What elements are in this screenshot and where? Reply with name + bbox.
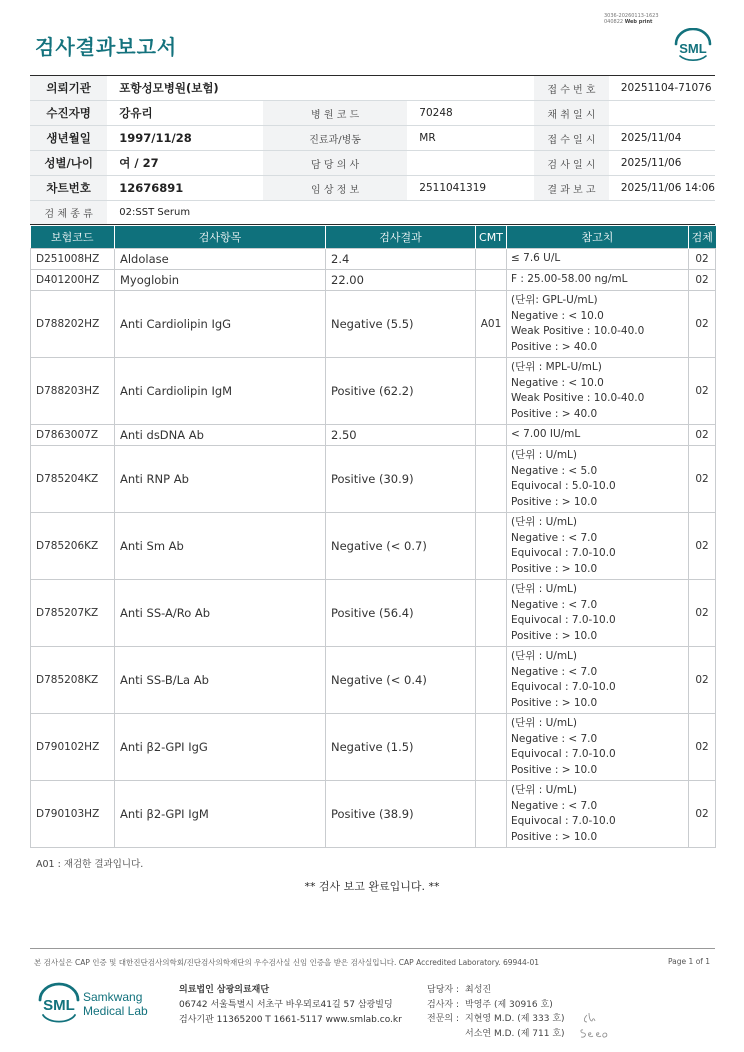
specimen-cell: 02 [689, 291, 716, 358]
reference-cell [507, 580, 689, 647]
reference-cell [507, 291, 689, 358]
patient-info-table [30, 75, 715, 225]
specimen-cell: 02 [689, 580, 716, 647]
header-result: 검사결과 [326, 226, 476, 249]
test-item-cell: Anti SS-B/La Ab [115, 647, 326, 714]
reference-line: Equivocal : 7.0-10.0 [511, 815, 616, 827]
specimen-cell: 02 [689, 647, 716, 714]
organization-contact: 검사기관 11365200 T 1661-5117 www.smlab.co.kr [179, 1015, 402, 1025]
specimen-cell: 02 [689, 358, 716, 425]
result-row [31, 249, 716, 270]
collection-date-label: 채 취 일 시 [534, 101, 609, 126]
accession-number-value: 20251104-71076 [609, 76, 715, 101]
reference-line: F : 25.00-58.00 ng/mL [511, 273, 628, 286]
specimen-type-label: 검 체 종 류 [30, 201, 107, 225]
result-row [31, 425, 716, 446]
patient-info-row [30, 151, 715, 176]
header-cmt: CMT [476, 226, 507, 249]
insurance-code-cell: D790102HZ [31, 714, 115, 781]
reference-line: Negative : < 7.0 [511, 665, 598, 678]
reference-line: < 7.00 IU/mL [511, 428, 581, 441]
cmt-cell [476, 513, 507, 580]
test-item-cell: Anti β2-GPI IgM [115, 781, 326, 848]
patient-info-row [30, 176, 715, 201]
page-number: Page 1 of 1 [668, 957, 711, 966]
hospital-code-label: 병 원 코 드 [263, 101, 407, 126]
department-label: 진료과/병동 [263, 126, 407, 151]
reference-line: (단위: GPL-U/mL) [511, 294, 598, 306]
specimen-cell: 02 [689, 446, 716, 513]
report-complete-message: ** 검사 보고 완료입니다. ** [304, 880, 440, 893]
result-row [31, 291, 716, 358]
received-date-value: 2025/11/04 [609, 126, 715, 151]
samkwang-logo-icon [37, 980, 157, 1026]
reference-line: Negative : < 10.0 [511, 309, 604, 322]
reference-cell [507, 446, 689, 513]
reference-line: Positive : > 10.0 [511, 629, 598, 642]
results-table [30, 226, 716, 848]
result-row [31, 446, 716, 513]
cmt-cell [476, 714, 507, 781]
patient-info-row [30, 126, 715, 151]
test-result-cell: Negative (5.5) [326, 291, 476, 358]
reference-line: Negative : < 5.0 [511, 464, 598, 477]
patient-name-label: 수진자명 [30, 101, 107, 126]
test-item-cell: Anti β2-GPI IgG [115, 714, 326, 781]
cmt-cell [476, 425, 507, 446]
insurance-code-cell: D785204KZ [31, 446, 115, 513]
staff-label: 담당자 : [427, 985, 459, 995]
reference-cell [507, 513, 689, 580]
samkwang-logo-name1: Samkwang [83, 990, 143, 1004]
result-row [31, 358, 716, 425]
sex-age-value: 여 / 27 [107, 151, 263, 176]
insurance-code-cell: D401200HZ [31, 270, 115, 291]
reference-cell [507, 647, 689, 714]
test-result-cell: Positive (38.9) [326, 781, 476, 848]
test-item-cell: Anti Cardiolipin IgM [115, 358, 326, 425]
samkwang-logo-sml: SML [43, 997, 75, 1014]
samkwang-logo-name2: Medical Lab [83, 1004, 148, 1018]
reference-line: Weak Positive : 10.0-40.0 [511, 392, 645, 404]
report-date-label: 결 과 보 고 [534, 176, 609, 201]
test-result-cell: 2.4 [326, 249, 476, 270]
insurance-code-cell: D785206KZ [31, 513, 115, 580]
cmt-cell [476, 781, 507, 848]
result-row [31, 781, 716, 848]
chart-number-label: 차트번호 [30, 176, 107, 201]
reference-line: (단위 : U/mL) [511, 784, 577, 796]
reference-line: (단위 : MPL-U/mL) [511, 361, 602, 373]
result-row [31, 580, 716, 647]
test-result-cell: Positive (30.9) [326, 446, 476, 513]
test-item-cell: Aldolase [115, 249, 326, 270]
reference-line: ≤ 7.6 U/L [511, 252, 561, 265]
test-item-cell: Anti Sm Ab [115, 513, 326, 580]
doctor-label: 담 당 의 사 [263, 151, 407, 176]
test-date-label: 검 사 일 시 [534, 151, 609, 176]
reference-line: Equivocal : 7.0-10.0 [511, 748, 616, 760]
reference-line: Positive : > 10.0 [511, 696, 598, 709]
staff-value: 박영주 (제 30916 호) [465, 999, 553, 1010]
report-date-value: 2025/11/06 14:06 [609, 176, 715, 201]
accession-number-label: 접 수 번 호 [534, 76, 609, 101]
organization-name: 의료법인 삼광의료재단 [179, 985, 270, 995]
organization-address: 06742 서울특별시 서초구 바우뫼로41길 57 삼광빌딩 [179, 1000, 393, 1010]
requesting-institution-value: 포항성모병원(보험) [107, 76, 263, 101]
specimen-cell: 02 [689, 714, 716, 781]
staff-row [427, 983, 565, 998]
staff-row [427, 1027, 565, 1042]
reference-cell [507, 249, 689, 270]
test-result-cell: 22.00 [326, 270, 476, 291]
sml-logo-icon [671, 28, 715, 62]
staff-row [427, 1012, 565, 1027]
hospital-code-value: 70248 [407, 101, 534, 126]
received-date-label: 접 수 일 시 [534, 126, 609, 151]
header-test-item: 검사항목 [115, 226, 326, 249]
test-result-cell: Negative (1.5) [326, 714, 476, 781]
reference-line: Equivocal : 7.0-10.0 [511, 681, 616, 693]
cmt-cell [476, 270, 507, 291]
staff-info [427, 983, 565, 1041]
reference-line: Negative : < 7.0 [511, 799, 598, 812]
signature-image [578, 1010, 612, 1040]
reference-line: Equivocal : 7.0-10.0 [511, 547, 616, 559]
patient-info-row [30, 76, 715, 101]
result-row [31, 270, 716, 291]
cmt-cell [476, 358, 507, 425]
test-result-cell: Negative (< 0.4) [326, 647, 476, 714]
collection-date-value [609, 101, 715, 126]
cmt-cell: A01 [476, 291, 507, 358]
clinical-info-value: 2511041319 [407, 176, 534, 201]
reference-line: Equivocal : 5.0-10.0 [511, 480, 616, 492]
test-item-cell: Anti SS-A/Ro Ab [115, 580, 326, 647]
cmt-cell [476, 249, 507, 270]
results-header-row [31, 226, 716, 249]
chart-number-value: 12676891 [107, 176, 263, 201]
header-insurance-code: 보험코드 [31, 226, 115, 249]
header-specimen: 검체 [689, 226, 716, 249]
test-result-cell: Negative (< 0.7) [326, 513, 476, 580]
staff-label: 전문의 : [427, 1014, 459, 1024]
staff-row [427, 998, 565, 1013]
test-result-cell: 2.50 [326, 425, 476, 446]
insurance-code-cell: D7863007Z [31, 425, 115, 446]
reference-line: (단위 : U/mL) [511, 650, 577, 662]
reference-line: Negative : < 7.0 [511, 598, 598, 611]
reference-line: Positive : > 10.0 [511, 763, 598, 776]
result-row [31, 647, 716, 714]
footer-divider [30, 948, 715, 949]
reference-line: (단위 : U/mL) [511, 449, 577, 461]
reference-line: Positive : > 10.0 [511, 495, 598, 508]
organization-info [179, 983, 402, 1028]
sml-logo-text: SML [679, 41, 707, 56]
print-info-line1: 3036-20260113-1623 [604, 13, 659, 19]
staff-label: 검사자 : [427, 999, 459, 1010]
test-result-cell: Positive (62.2) [326, 358, 476, 425]
reference-line: (단위 : U/mL) [511, 583, 577, 595]
reference-cell [507, 270, 689, 291]
birth-date-value: 1997/11/28 [107, 126, 263, 151]
web-print-label: Web print [624, 19, 653, 25]
reference-cell [507, 358, 689, 425]
print-info-line2: 040822 [604, 19, 624, 25]
clinical-info-label: 임 상 정 보 [263, 176, 407, 201]
reference-line: Equivocal : 7.0-10.0 [511, 614, 616, 626]
result-row [31, 513, 716, 580]
cmt-cell [476, 647, 507, 714]
result-row [31, 714, 716, 781]
report-title: 검사결과보고서 [35, 35, 178, 59]
specimen-cell: 02 [689, 249, 716, 270]
reference-line: Negative : < 7.0 [511, 531, 598, 544]
reference-line: Weak Positive : 10.0-40.0 [511, 325, 645, 337]
reference-line: Negative : < 10.0 [511, 376, 604, 389]
specimen-type-value: 02:SST Serum [107, 201, 715, 225]
reference-line: Negative : < 7.0 [511, 732, 598, 745]
staff-value: 서소연 M.D. (제 711 호) [465, 1028, 565, 1039]
patient-info-row [30, 201, 715, 225]
reference-cell [507, 781, 689, 848]
reference-cell [507, 714, 689, 781]
insurance-code-cell: D788203HZ [31, 358, 115, 425]
insurance-code-cell: D788202HZ [31, 291, 115, 358]
staff-value: 지현영 M.D. (제 333 호) [465, 1014, 565, 1024]
test-item-cell: Anti dsDNA Ab [115, 425, 326, 446]
insurance-code-cell: D251008HZ [31, 249, 115, 270]
specimen-cell: 02 [689, 513, 716, 580]
cmt-cell [476, 446, 507, 513]
cmt-cell [476, 580, 507, 647]
specimen-cell: 02 [689, 781, 716, 848]
certification-text: 본 검사실은 CAP 인증 및 대한진단검사의학회/진단검사의학재단의 우수검사실 신임 인증을 받은 검사실입니다. CAP Accredited Laboratory. 69944-01 [34, 958, 540, 967]
insurance-code-cell: D785208KZ [31, 647, 115, 714]
doctor-value [407, 151, 534, 176]
test-item-cell: Anti Cardiolipin IgG [115, 291, 326, 358]
reference-cell [507, 425, 689, 446]
test-item-cell: Anti RNP Ab [115, 446, 326, 513]
department-value: MR [407, 126, 534, 151]
requesting-institution-label: 의뢰기관 [30, 76, 107, 101]
sex-age-label: 성별/나이 [30, 151, 107, 176]
reference-line: Positive : > 10.0 [511, 830, 598, 843]
test-item-cell: Myoglobin [115, 270, 326, 291]
patient-info-row [30, 101, 715, 126]
insurance-code-cell: D790103HZ [31, 781, 115, 848]
reference-line: (단위 : U/mL) [511, 516, 577, 528]
header-reference: 참고치 [507, 226, 689, 249]
specimen-cell: 02 [689, 270, 716, 291]
specimen-cell: 02 [689, 425, 716, 446]
print-info [604, 13, 659, 25]
staff-value: 최성진 [465, 985, 492, 995]
reference-line: (단위 : U/mL) [511, 717, 577, 729]
footnote: A01 : 재검한 결과입니다. [36, 859, 144, 870]
reference-line: Positive : > 10.0 [511, 562, 598, 575]
test-result-cell: Positive (56.4) [326, 580, 476, 647]
birth-date-label: 생년월일 [30, 126, 107, 151]
patient-name-value: 강유리 [107, 101, 263, 126]
insurance-code-cell: D785207KZ [31, 580, 115, 647]
test-date-value: 2025/11/06 [609, 151, 715, 176]
reference-line: Positive : > 40.0 [511, 340, 598, 353]
reference-line: Positive : > 40.0 [511, 407, 598, 420]
